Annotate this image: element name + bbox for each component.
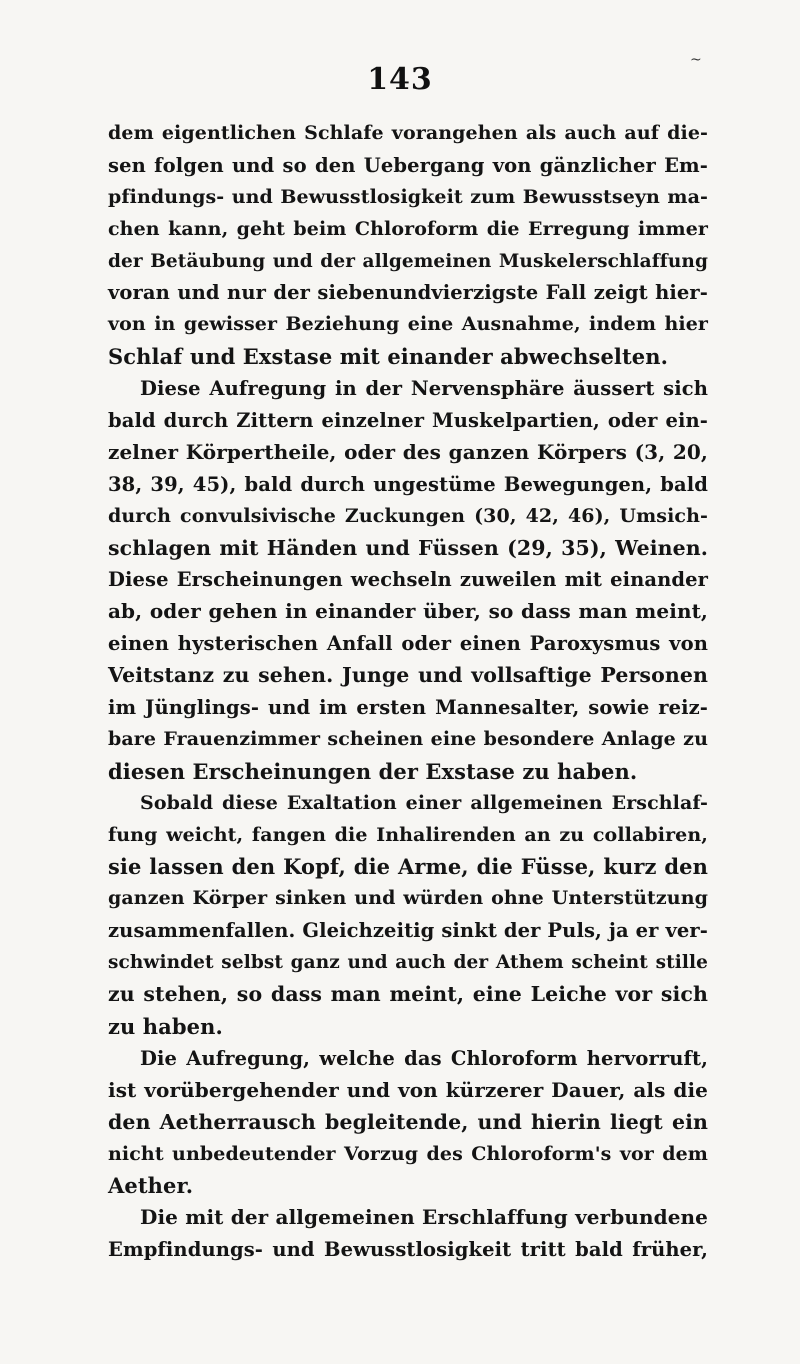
text-line: einen hysterischen Anfall oder einen Paroxysmus von [108, 632, 708, 656]
body-text [108, 118, 708, 1266]
text-line: zu stehen, so dass man meint, eine Leiche vor sich [108, 982, 708, 1007]
text-line: Diese Aufregung in der Nervensphäre äussert sich [140, 377, 708, 401]
text-line: voran und nur der siebenundvierzigste Fall zeigt hier- [108, 281, 708, 305]
text-line: im Jünglings- und im ersten Mannesalter, sowie reiz- [108, 696, 708, 720]
text-line: Veitstanz zu sehen. Junge und vollsaftige Personen [108, 663, 708, 688]
text-line: Die mit der allgemeinen Erschlaffung verbundene [140, 1205, 708, 1230]
text-line: Diese Erscheinungen wechseln zuweilen mit einander [108, 568, 708, 592]
text-line: sen folgen und so den Uebergang von gänzlicher Em- [108, 153, 708, 177]
text-line: den Aetherrausch begleitende, und hierin liegt ein [108, 1109, 708, 1134]
text-line: chen kann, geht beim Chloroform die Erregung immer [108, 217, 708, 240]
text-line: ist vorübergehender und von kürzerer Dauer, als die [108, 1077, 708, 1102]
text-line: schlagen mit Händen und Füssen (29, 35), Weinen. [108, 535, 708, 560]
text-line: Sobald diese Exaltation einer allgemeinen Erschlaf- [140, 791, 708, 814]
text-line: zusammenfallen. Gleichzeitig sinkt der Puls, ja er ver- [108, 919, 708, 943]
text-line: zelner Körpertheile, oder des ganzen Körpers (3, 20, [108, 439, 708, 464]
text-line: ab, oder gehen in einander über, so dass man meint, [108, 599, 708, 624]
text-line: der Betäubung und der allgemeinen Muskelerschlaffung [108, 250, 708, 272]
corner-mark: ~ [690, 52, 702, 68]
text-line: diesen Erscheinungen der Exstase zu haben. [108, 758, 638, 784]
text-line: von in gewisser Beziehung eine Ausnahme, indem hier [108, 313, 708, 336]
text-line: zu haben. [108, 1013, 223, 1039]
text-line: nicht unbedeutender Vorzug des Chloroform's vor dem [108, 1142, 708, 1165]
text-line: bald durch Zittern einzelner Muskelpartien, oder ein- [108, 409, 708, 433]
text-line: pfindungs- und Bewusstlosigkeit zum Bewusstseyn ma- [108, 185, 708, 208]
text-line: bare Frauenzimmer scheinen eine besondere Anlage zu [108, 727, 708, 750]
text-line: Die Aufregung, welche das Chloroform hervorruft, [140, 1046, 708, 1070]
text-line: 38, 39, 45), bald durch ungestüme Bewegungen, bald [108, 472, 708, 496]
text-line: dem eigentlichen Schlafe vorangehen als auch auf die- [108, 122, 708, 144]
text-line: ganzen Körper sinken und würden ohne Unterstützung [108, 887, 708, 910]
text-line: durch convulsivische Zuckungen (30, 42, 46), Umsich- [108, 504, 708, 527]
page-number: 143 [367, 62, 433, 97]
text-line: fung weicht, fangen die Inhalirenden an zu collabiren, [108, 823, 708, 846]
text-line: Empfindungs- und Bewusstlosigkeit tritt bald früher, [108, 1238, 708, 1262]
text-line: sie lassen den Kopf, die Arme, die Füsse, kurz den [108, 854, 708, 880]
text-line: Schlaf und Exstase mit einander abwechselten. [108, 344, 669, 370]
text-line: Aether. [108, 1173, 194, 1199]
text-line: schwindet selbst ganz und auch der Athem scheint stille [108, 952, 708, 974]
